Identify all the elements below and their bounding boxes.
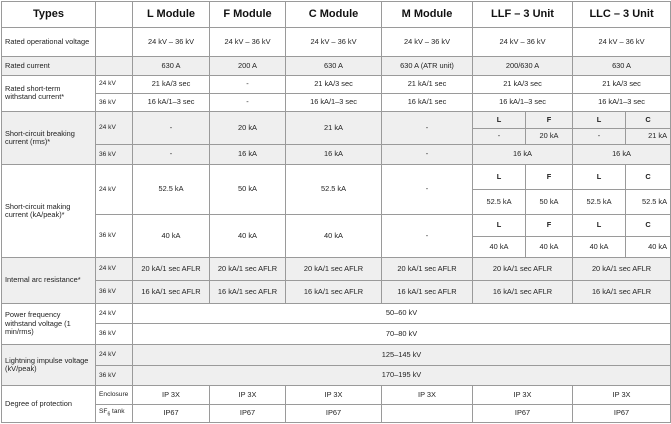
label-impulse: Lightning impulse voltage (kV/peak) (2, 344, 96, 385)
header-c-module: C Module (286, 2, 382, 28)
cell: 50 kA (526, 190, 573, 215)
label-making: Short-circuit making current (kA/peak)* (2, 165, 96, 258)
cell: 70–80 kV (133, 324, 671, 345)
cell: 21 kA/3 sec (286, 75, 382, 93)
cell: 24 kV – 36 kV (133, 27, 210, 56)
voltage-label: 24 kV (96, 165, 133, 215)
cell: 16 kA/1–3 sec (573, 93, 671, 111)
cell: 52.5 kA (473, 190, 526, 215)
cell: IP67 (286, 404, 382, 423)
cell: - (133, 112, 210, 144)
cell: 16 kA/1–3 sec (286, 93, 382, 111)
sub-header-l: L (473, 215, 526, 237)
label-arc: Internal arc resistance* (2, 258, 96, 303)
label-rated-voltage: Rated operational voltage (2, 27, 96, 56)
voltage-label: 36 kV (96, 365, 133, 386)
cell: 40 kA (573, 236, 626, 258)
cell: 40 kA (473, 236, 526, 258)
header-types: Types (2, 2, 96, 28)
row-making-24-letters (2, 165, 671, 190)
cell: 16 kA/1 sec AFLR (573, 281, 671, 304)
sub-header-f: F (526, 215, 573, 237)
row-rated-voltage (2, 27, 671, 56)
cell: 50 kA (210, 165, 286, 215)
cell: 24 kV – 36 kV (286, 27, 382, 56)
cell: - (382, 165, 473, 215)
row-short-time-36 (2, 93, 671, 111)
row-protection-tank (2, 404, 671, 423)
cell: 52.5 kA (573, 190, 626, 215)
cell: 20 kA/1 sec AFLR (133, 258, 210, 281)
cell: 16 kA (210, 144, 286, 165)
cell: IP 3X (573, 386, 671, 404)
cell: 16 kA/1 sec AFLR (210, 281, 286, 304)
sub-header-c: C (626, 165, 671, 190)
cell: 125–145 kV (133, 344, 671, 365)
cell: 40 kA (526, 236, 573, 258)
cell: 24 kV – 36 kV (573, 27, 671, 56)
cell: 40 kA (210, 215, 286, 258)
cell: - (573, 128, 626, 144)
voltage-label: 36 kV (96, 93, 133, 111)
cell: - (382, 144, 473, 165)
cell: 16 kA/1 sec AFLR (286, 281, 382, 304)
header-f-module: F Module (210, 2, 286, 28)
header-m-module: M Module (382, 2, 473, 28)
label-short-time: Rated short-term withstand current* (2, 75, 96, 112)
cell: - (473, 128, 526, 144)
cell: 52.5 kA (133, 165, 210, 215)
cell: IP 3X (382, 386, 473, 404)
sub-label-enclosure: Enclosure (96, 386, 133, 404)
cell: 24 kV – 36 kV (382, 27, 473, 56)
cell: 20 kA (210, 112, 286, 144)
cell: IP67 (133, 404, 210, 423)
sub-header-l: L (473, 112, 526, 128)
cell (382, 404, 473, 423)
cell: 16 kA/1–3 sec (133, 93, 210, 111)
cell: 40 kA (133, 215, 210, 258)
cell: IP67 (473, 404, 573, 423)
cell: - (133, 144, 210, 165)
sub-header-c: C (626, 215, 671, 237)
cell: 16 kA/1–3 sec (473, 93, 573, 111)
cell: 16 kA/1 sec AFLR (473, 281, 573, 304)
cell: 40 kA (286, 215, 382, 258)
cell: IP 3X (473, 386, 573, 404)
cell: 630 A (133, 57, 210, 75)
row-rated-current (2, 57, 671, 75)
sub-header-l: L (573, 215, 626, 237)
voltage-label: 24 kV (96, 112, 133, 144)
specifications-table (1, 1, 671, 423)
row-protection-enclosure (2, 386, 671, 404)
cell: - (210, 75, 286, 93)
cell: IP 3X (210, 386, 286, 404)
row-arc-24 (2, 258, 671, 281)
cell: - (382, 112, 473, 144)
cell: 20 kA (526, 128, 573, 144)
cell: 630 A (573, 57, 671, 75)
voltage-label: 36 kV (96, 281, 133, 304)
cell: - (382, 215, 473, 258)
cell: 16 kA (473, 144, 573, 165)
cell: 24 kV – 36 kV (210, 27, 286, 56)
row-breaking-24-letters (2, 112, 671, 128)
cell: 200 A (210, 57, 286, 75)
cell: 170–195 kV (133, 365, 671, 386)
voltage-label: 36 kV (96, 324, 133, 345)
sub-header-f: F (526, 112, 573, 128)
row-making-36-letters (2, 215, 671, 237)
cell: IP67 (210, 404, 286, 423)
row-breaking-36 (2, 144, 671, 165)
label-power-freq: Power frequency withstand voltage (1 min/rms) (2, 303, 96, 344)
sub-header-c: C (626, 112, 671, 128)
label-rated-current: Rated current (2, 57, 96, 75)
row-impulse-36 (2, 365, 671, 386)
header-blank (96, 2, 133, 28)
label-protection: Degree of protection (2, 386, 96, 423)
cell: 16 kA/1 sec AFLR (382, 281, 473, 304)
row-arc-36 (2, 281, 671, 304)
cell: 630 A (286, 57, 382, 75)
sub-header-l: L (573, 165, 626, 190)
voltage-label: 24 kV (96, 303, 133, 324)
cell: 200/630 A (473, 57, 573, 75)
cell: 20 kA/1 sec AFLR (286, 258, 382, 281)
row-short-time-24 (2, 75, 671, 93)
sub-header-l: L (473, 165, 526, 190)
label-breaking: Short-circuit breaking current (rms)* (2, 112, 96, 165)
header-llc-unit: LLC – 3 Unit (573, 2, 671, 28)
cell: 21 kA (286, 112, 382, 144)
cell: 16 kA/1 sec AFLR (133, 281, 210, 304)
voltage-label: 36 kV (96, 215, 133, 258)
voltage-label: 24 kV (96, 75, 133, 93)
cell: 21 kA/3 sec (573, 75, 671, 93)
row-power-freq-24 (2, 303, 671, 324)
header-row (2, 2, 671, 28)
cell: 21 kA/3 sec (133, 75, 210, 93)
cell: IP 3X (133, 386, 210, 404)
cell: 52.5 kA (626, 190, 671, 215)
voltage-label: 36 kV (96, 144, 133, 165)
sub-label-sf6-tank: $SF_6$ tank (96, 404, 133, 423)
cell: 21 kA/1 sec (382, 75, 473, 93)
cell: 21 kA/3 sec (473, 75, 573, 93)
cell: 20 kA/1 sec AFLR (382, 258, 473, 281)
cell: 50–60 kV (133, 303, 671, 324)
cell: 40 kA (626, 236, 671, 258)
cell: 16 kA (573, 144, 671, 165)
cell: 16 kA/1 sec (382, 93, 473, 111)
cell: 16 kA (286, 144, 382, 165)
sub-header-f: F (526, 165, 573, 190)
row-impulse-24 (2, 344, 671, 365)
header-l-module: L Module (133, 2, 210, 28)
cell: - (210, 93, 286, 111)
cell: IP 3X (286, 386, 382, 404)
sub-header-l: L (573, 112, 626, 128)
cell: 20 kA/1 sec AFLR (473, 258, 573, 281)
cell: IP67 (573, 404, 671, 423)
cell: 630 A (ATR unit) (382, 57, 473, 75)
cell: 20 kA/1 sec AFLR (573, 258, 671, 281)
cell: 21 kA (626, 128, 671, 144)
voltage-label: 24 kV (96, 258, 133, 281)
header-llf-unit: LLF – 3 Unit (473, 2, 573, 28)
row-power-freq-36 (2, 324, 671, 345)
cell: 52.5 kA (286, 165, 382, 215)
voltage-label: 24 kV (96, 344, 133, 365)
cell: 24 kV – 36 kV (473, 27, 573, 56)
cell: 20 kA/1 sec AFLR (210, 258, 286, 281)
